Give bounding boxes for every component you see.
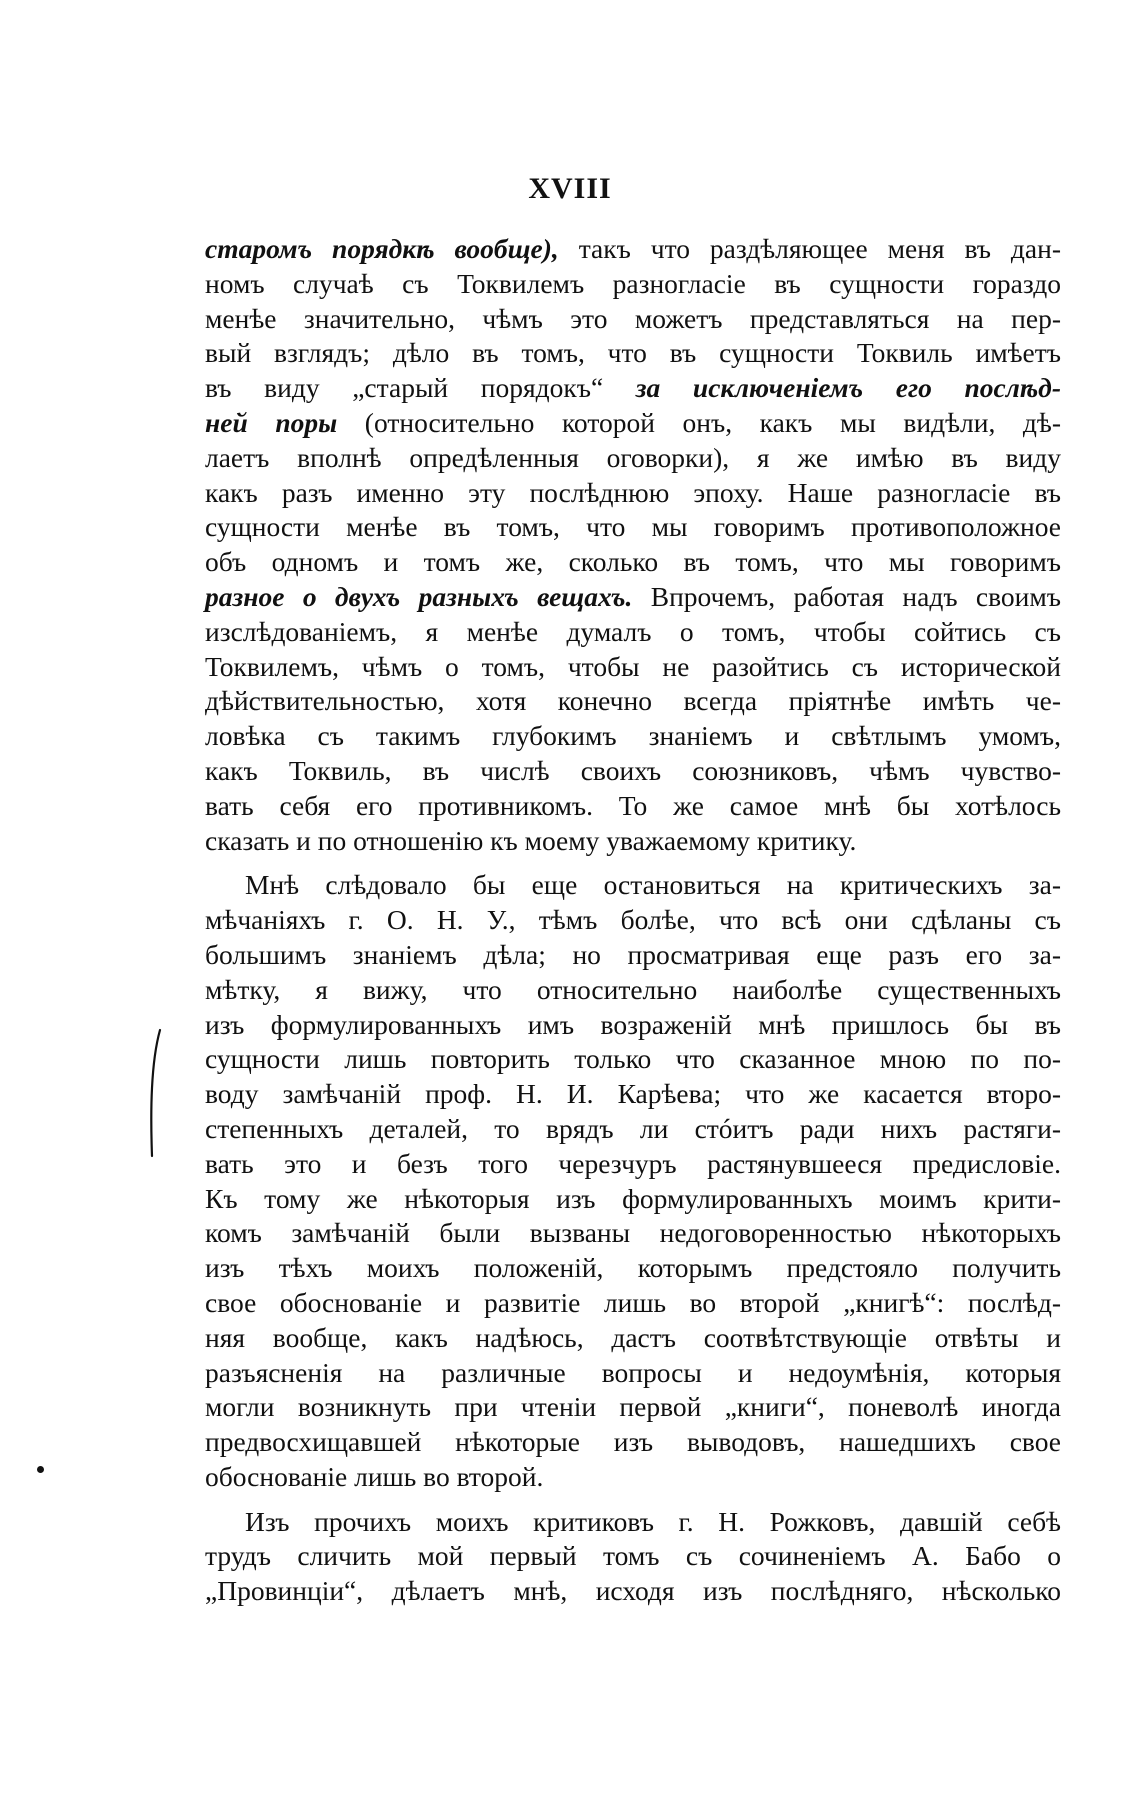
- text-run: въ виду „старый порядокъ“: [205, 372, 636, 404]
- text-run: няя вообще, какъ надѣюсь, дастъ соотвѣтствующіе отвѣты и: [205, 1321, 1061, 1353]
- body-text: [205, 232, 1061, 1609]
- text-run: трудъ сличить мой первый томъ съ сочиненіемъ А. Бабо о: [205, 1540, 1061, 1572]
- text-run: менѣе значительно, чѣмъ это можетъ представляться на пер-: [205, 302, 1061, 334]
- text-run: вать это и безъ того черезчуръ растянувшееся предисловіе.: [205, 1147, 1061, 1179]
- text-run: объ одномъ и томъ же, сколько въ томъ, что мы говоримъ: [205, 546, 1061, 578]
- text-line: [205, 1460, 1061, 1495]
- text-line: [205, 903, 1061, 938]
- text-run: Къ тому же нѣкоторыя изъ формулированныхъ моимъ крити-: [205, 1182, 1061, 1214]
- text-line: [205, 789, 1061, 824]
- text-line: [205, 1321, 1061, 1356]
- text-run: сказать и по отношенію къ моему уважаемому критику.: [205, 824, 857, 856]
- text-line: [205, 336, 1061, 371]
- text-line: [205, 441, 1061, 476]
- text-run: изслѣдованіемъ, я менѣе думалъ о томъ, чтобы сойтись съ: [205, 615, 1061, 647]
- text-line: [205, 580, 1061, 615]
- text-run: Мнѣ слѣдовало бы еще остановиться на критическихъ за-: [245, 869, 1061, 901]
- text-line: [205, 1042, 1061, 1077]
- text-line: [205, 615, 1061, 650]
- text-line: [205, 406, 1061, 441]
- text-run: такъ что раздѣляющее меня въ дан-: [578, 233, 1061, 264]
- text-run: сущности менѣе въ томъ, что мы говоримъ противоположное: [205, 511, 1061, 543]
- margin-pencil-mark: [149, 1028, 163, 1158]
- text-run: номъ случаѣ съ Токвилемъ разногласіе въ сущности гораздо: [205, 267, 1061, 299]
- text-line: [205, 545, 1061, 580]
- text-line: [205, 719, 1061, 754]
- text-run: вый взглядъ; дѣло въ томъ, что въ сущности Токвиль имѣетъ: [205, 337, 1061, 369]
- text-run: Впрочемъ, работая надъ своимъ: [650, 580, 1062, 612]
- text-line: [205, 1356, 1061, 1391]
- text-line: [205, 1505, 1061, 1540]
- text-line: [205, 476, 1061, 511]
- text-line: [205, 371, 1061, 406]
- text-run: могли возникнуть при чтеніи первой „книги“, поневолѣ иногда: [205, 1391, 1061, 1423]
- text-line: [205, 1008, 1061, 1043]
- margin-dot: [37, 1466, 44, 1473]
- text-run: какъ Токвиль, въ числѣ своихъ союзниковъ, чѣмъ чувство-: [205, 754, 1061, 786]
- text-run: ловѣка съ такимъ глубокимъ знаніемъ и свѣтлымъ умомъ,: [205, 720, 1061, 752]
- text-line: [205, 302, 1061, 337]
- text-run: лаетъ вполнѣ опредѣленныя оговорки), я же имѣю въ виду: [205, 441, 1061, 473]
- italic-text-run: ней поры: [205, 406, 365, 438]
- text-run: изъ тѣхъ моихъ положеній, которымъ предстояло получить: [205, 1252, 1061, 1284]
- text-run: обоснованіе лишь во второй.: [205, 1460, 544, 1492]
- text-line: [205, 1077, 1061, 1112]
- text-line: [205, 1251, 1061, 1286]
- text-run: сущности лишь повторить только что сказанное мною по по-: [205, 1043, 1061, 1075]
- text-run: воду замѣчаній проф. Н. И. Карѣева; что же касается второ-: [205, 1078, 1061, 1110]
- text-run: мѣтку, я вижу, что относительно наиболѣе существенныхъ: [205, 973, 1061, 1005]
- text-run: вать себя его противникомъ. То же самое мнѣ бы хотѣлось: [205, 789, 1061, 821]
- italic-text-run: старомъ порядкѣ вообще),: [205, 233, 579, 264]
- text-line: [205, 1539, 1061, 1574]
- text-line: [205, 232, 1061, 267]
- text-line: [205, 684, 1061, 719]
- paragraph-gap: [205, 858, 1061, 868]
- text-line: [205, 868, 1061, 903]
- text-line: [205, 1574, 1061, 1609]
- text-line: [205, 1112, 1061, 1147]
- italic-text-run: разное о двухъ разныхъ вещахъ.: [205, 580, 651, 612]
- text-run: какъ разъ именно эту послѣднюю эпоху. Наше разногласіе въ: [205, 476, 1061, 508]
- page-number: XVIII: [528, 172, 612, 205]
- text-line: [205, 267, 1061, 302]
- text-run: мѣчаніяхъ г. О. Н. У., тѣмъ болѣе, что всѣ они сдѣланы съ: [205, 904, 1061, 936]
- text-line: [205, 510, 1061, 545]
- text-run: свое обоснованіе и развитіе лишь во второй „книгѣ“: послѣд-: [205, 1286, 1061, 1318]
- text-line: [205, 938, 1061, 973]
- text-line: [205, 1182, 1061, 1217]
- text-line: [205, 650, 1061, 685]
- text-run: „Провинціи“, дѣлаетъ мнѣ, исходя изъ послѣдняго, нѣсколько: [205, 1575, 1061, 1607]
- text-run: комъ замѣчаній были вызваны недоговоренностью нѣкоторыхъ: [205, 1217, 1061, 1249]
- text-run: (относительно которой онъ, какъ мы видѣли, дѣ-: [364, 406, 1061, 438]
- text-run: предвосхищавшей нѣкоторые изъ выводовъ, нашедшихъ свое: [205, 1426, 1061, 1458]
- text-line: [205, 1425, 1061, 1460]
- text-line: [205, 824, 1061, 859]
- text-run: дѣйствительностью, хотя конечно всегда пріятнѣе имѣть че-: [205, 685, 1061, 717]
- text-line: [205, 1390, 1061, 1425]
- paragraph-gap: [205, 1495, 1061, 1505]
- text-run: степенныхъ деталей, то врядъ ли стóитъ ради нихъ растяги-: [205, 1112, 1061, 1144]
- text-run: разъясненія на различные вопросы и недоумѣнія, которыя: [205, 1356, 1061, 1388]
- text-run: Изъ прочихъ моихъ критиковъ г. Н. Рожковъ, давшій себѣ: [245, 1505, 1061, 1537]
- text-run: большимъ знаніемъ дѣла; но просматривая еще разъ его за-: [205, 938, 1061, 970]
- text-run: Токвилемъ, чѣмъ о томъ, чтобы не разойтись съ исторической: [205, 650, 1061, 682]
- text-line: [205, 1147, 1061, 1182]
- text-line: [205, 1286, 1061, 1321]
- text-line: [205, 754, 1061, 789]
- text-line: [205, 1216, 1061, 1251]
- italic-text-run: за исключеніемъ его послѣд-: [635, 372, 1061, 404]
- text-line: [205, 973, 1061, 1008]
- text-run: изъ формулированныхъ имъ возраженій мнѣ пришлось бы въ: [205, 1008, 1061, 1040]
